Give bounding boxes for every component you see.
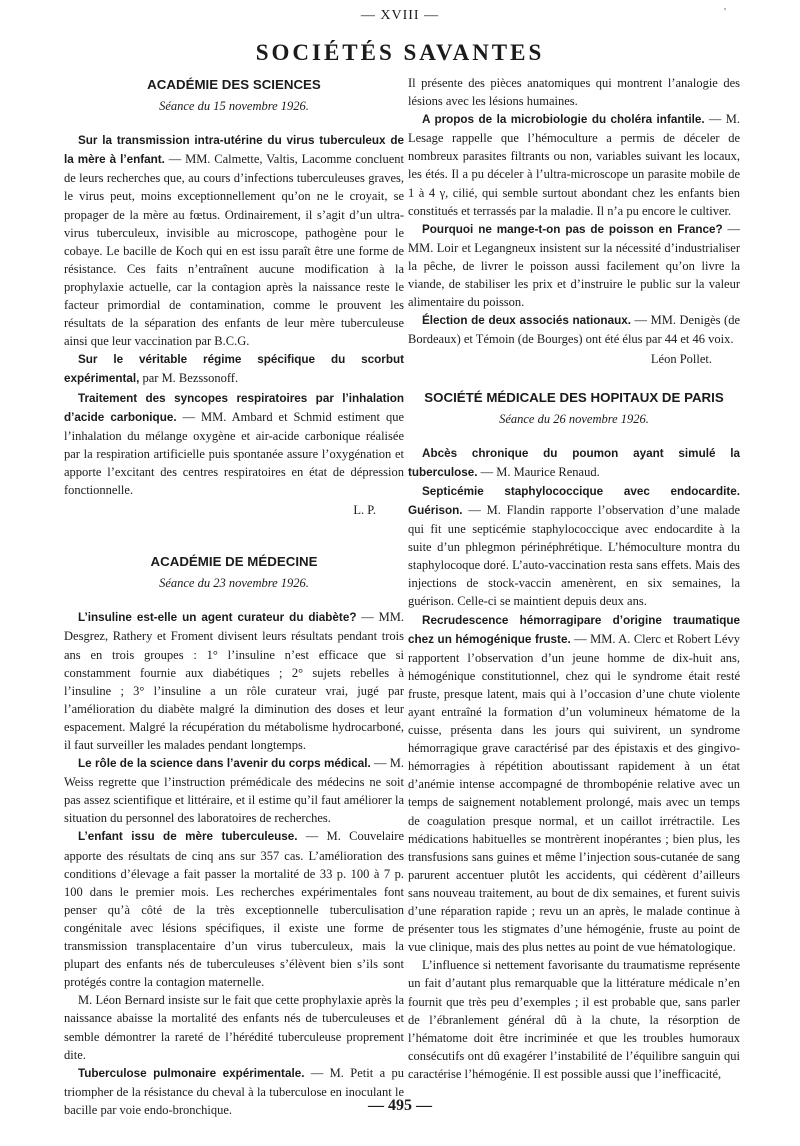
article-text: par M. Bezssonoff. xyxy=(139,371,239,386)
article-text: — M. Weiss regrette que l’instruction prémédicale des médecins ne soit pas assez scientifique et littéraire, et il estime qu’il faut améliorer la situation du personnel des laboratoires de recherches. xyxy=(64,756,404,826)
article-title: Abcès chronique du poumon ayant simulé la tuberculose. xyxy=(408,446,740,479)
article-text: — MM. Calmette, Valtis, Lacomme concluent de leurs recherches que, au cours d’infections tuberculeuses graves, le virus peut, moins exceptionnellement qu’on ne le croyait, se propager de la mère au fœtus. Ordinairement, il s’agit d’un ultra-virus tuberculeux, invisible au microscope, pathogène pour le cobaye. Le bacille de Koch qui en est issu paraît être une forme de résistance. Ces faits n’entraînent aucune modification à la prophylaxie actuelle, car la contagion après la naissance reste le facteur primordial de contamination, comme le prouvent les résultats de la séparation des enfants de leur mère tuberculeuse ainsi que leur vaccination par B.C.G. xyxy=(64,152,404,349)
article-title: Traitement des syncopes respiratoires par l’inhalation d’acide carbonique. xyxy=(64,391,404,424)
article-paragraph xyxy=(64,608,404,754)
section-heading-academie-medecine: ACADÉMIE DE MÉDECINE xyxy=(150,554,318,570)
seance-date-sciences: Séance du 15 novembre 1926. xyxy=(159,99,309,114)
article-paragraph xyxy=(408,611,740,957)
article-paragraph xyxy=(64,131,404,350)
article-title: Pourquoi ne mange-t-on pas de poisson en France? xyxy=(422,222,723,236)
left-column xyxy=(64,74,404,1119)
article-paragraph xyxy=(408,482,740,611)
article-paragraph xyxy=(64,350,404,388)
article-text: — MM. A. Clerc et Robert Lévy rapportent l’observation d’un jeune homme de dix-huit ans, hémogénique constitutionnel, chez qui le syndrome était resté fruste, presque latent, mais qui à l’occasion d’une chute violente ayant entraîné la formation d’un volumineux hématome de la cuisse, présenta dans les jours qui suivirent, un syndrome hémorragique grave caractérisé par des épistaxis et des gingivo-hémorragies à répétition aboutissant rapidement à un état d’anémie intense accompagné de thrombopénie relative avec un temps de saignement notablement prolongé, mais avec un temps de coagulation presque normal, et un caillot irrétractile. Les médications habituelles se montrèrent inopérantes ; bien plus, les transfusions sans guines et même l’injection sous-cutanée de sang parurent accentuer plutôt les accidents, qui cédèrent d’ailleurs sans nouveau traitement, au bout de dix semaines, et furent suivis d’une réparation rapide ; revu un an après, le malade continue à présenter tous les stigmates d’une hémogénie, fruste au point de vue clinique, mais des plus nettes au point de vue hématologique. xyxy=(408,631,740,955)
section-heading-societe-medicale: SOCIÉTÉ MÉDICALE DES HOPITAUX DE PARIS xyxy=(424,389,724,405)
article-paragraph xyxy=(64,754,404,827)
right-column xyxy=(408,74,740,1083)
article-text: — M. Couvelaire apporte des résultats de cinq ans sur 357 cas. L’amélioration des conditions d’élevage a fait passer la mortalité de 33 p. 100 à 7 p. 100 dans le premier mois. Les recherches expérimentales font penser qu’à côté de la très exceptionnelle tuberculisation congénitale avec lésions spécifiques, il existe une forme de transmission transplacentaire d’un virus tuberculeux, mais la plupart des enfants nés de tuberculeuses s’élèvent bien s’ils sont protégés contre la contagion maternelle. xyxy=(64,829,404,990)
article-title: Tuberculose pulmonaire expérimentale. xyxy=(78,1066,305,1080)
article-title: Sur la transmission intra-utérine du virus tuberculeux de la mère à l’enfant. xyxy=(64,134,404,167)
author-signature: L. P. xyxy=(353,503,376,518)
section-spacer xyxy=(408,369,740,387)
page-number: — 495 — xyxy=(368,1097,432,1114)
article-title: L’enfant issu de mère tuberculeuse. xyxy=(78,830,298,844)
article-text: — MM. Loir et Legangneux insistent sur la nécessité d’industrialiser la pêche, de livrer le poisson aussi facilement qu’on livre la viande, de stabiliser les prix et d’instruire le public sur la valeur alimentaire du poisson. xyxy=(408,221,740,310)
article-text: — MM. Desgrez, Rathery et Froment divisent leurs résultats pendant trois ans en trois groupes : 1° l’insuline n’est efficace que si constamment fournie aux diabétiques ; 2° sujets rebelles à l’insuline ; 3° l’insuline a un rôle curateur vrai, jugé par l’amélioration du diabète malgré la diminution des doses et leur espacement. Malgré la récupération du métabolisme hydrocarboné, il faut surveiller les malades pendant longtemps. xyxy=(64,610,404,752)
article-title: Le rôle de la science dans l’avenir du corps médical. xyxy=(78,757,371,771)
article-title: L’insuline est-elle un agent curateur du diabète? xyxy=(78,611,357,625)
article-text: — M. Lesage rappelle que l’hémoculture a permis de déceler de nombreux parasites filtrants ou non, variables suivant les locaux, les étés. Il a pu déceler à l’ultra-microscope un parasite mobile de 1 à 4 γ, cilié, qui semble surtout abondant chez les enfants bien constitués et terrassés par la maladie. Il n’a pu encore le cultiver. xyxy=(408,112,740,218)
article-text: — MM. Denigès (de Bordeaux) et Témoin (de Bourges) ont été élus par 44 et 46 voix. xyxy=(408,313,741,347)
seance-date-medecine: Séance du 23 novembre 1926. xyxy=(159,576,309,591)
section-heading-academie-sciences: ACADÉMIE DES SCIENCES xyxy=(147,77,321,92)
article-text: — M. Flandin rapporte l’observation d’une malade qui fit une septicémie staphylococcique avec endocardite à la suite d’un phlegmon périnéphrétique. L’hémoculture montra du staphylocoque doré. L’auto-vaccination resta sans effets. Mais des injections de stock-vaccin amenèrent, en six semaines, la guérison. Celle-ci se maintient depuis deux ans. xyxy=(408,502,740,609)
article-paragraph: L’influence si nettement favorisante du traumatisme représente un fait d’autant plus remarquable que la littérature médicale n’en fournit que très peu d’exemples ; il est probable que, sans parler de l’ébranlement général dû à la chute, la résorption de l’hématome doit être incriminée et que les troubles humoraux consécutifs ont dû exagérer l’instabilité de l’équilibre sanguin qui caractérise l’hémogénie. Il est possible aussi que l’inefficacité, xyxy=(408,958,740,1081)
author-signature: Léon Pollet. xyxy=(650,352,712,367)
article-text: — M. Maurice Renaud. xyxy=(477,464,600,479)
article-paragraph xyxy=(408,311,740,348)
article-paragraph xyxy=(64,389,404,500)
article-text: — M. Petit a pu triompher de la résistance du cheval à la tuberculose en inoculant le bacille par voie endo-bronchique. xyxy=(64,1065,404,1117)
page-title: SOCIÉTÉS SAVANTES xyxy=(255,40,545,65)
article-title: Recrudescence hémorragipare d’origine traumatique chez un hémogénique fruste. xyxy=(408,613,740,646)
article-paragraph xyxy=(408,444,740,482)
article-paragraph: M. Léon Bernard insiste sur le fait que cette prophylaxie après la naissance abaisse la mortalité des enfants nés de tuberculeuses et semble démontrer la rareté de l’hérédité tuberculeuse proprement dite. xyxy=(64,993,404,1062)
article-title: Septicémie staphylococcique avec endocardite. Guérison. xyxy=(408,484,740,517)
article-paragraph xyxy=(408,110,740,220)
top-folio: — XVIII — xyxy=(360,8,440,23)
article-title: A propos de la microbiologie du choléra infantile. xyxy=(422,113,705,127)
seance-date-hopitaux: Séance du 26 novembre 1926. xyxy=(499,411,649,426)
continued-paragraph: Il présente des pièces anatomiques qui montrent l’analogie des lésions avec les lésions humaines. xyxy=(408,76,740,109)
article-text: — MM. Ambard et Schmid estiment que l’inhalation du mélange oxygène et air-acide carbonique réalisée par la respiration artificielle puis spontanée assure l’oxygénation et apporte l’excitant des centres respiratoires en état de dépression fonctionnelle. xyxy=(64,409,404,497)
article-title: Sur le véritable régime spécifique du scorbut expérimental, xyxy=(64,353,404,386)
section-spacer xyxy=(64,519,404,551)
corner-mark: ' xyxy=(724,6,726,18)
article-paragraph xyxy=(64,827,404,991)
article-paragraph xyxy=(408,220,740,311)
article-title: Élection de deux associés nationaux. xyxy=(422,314,631,328)
